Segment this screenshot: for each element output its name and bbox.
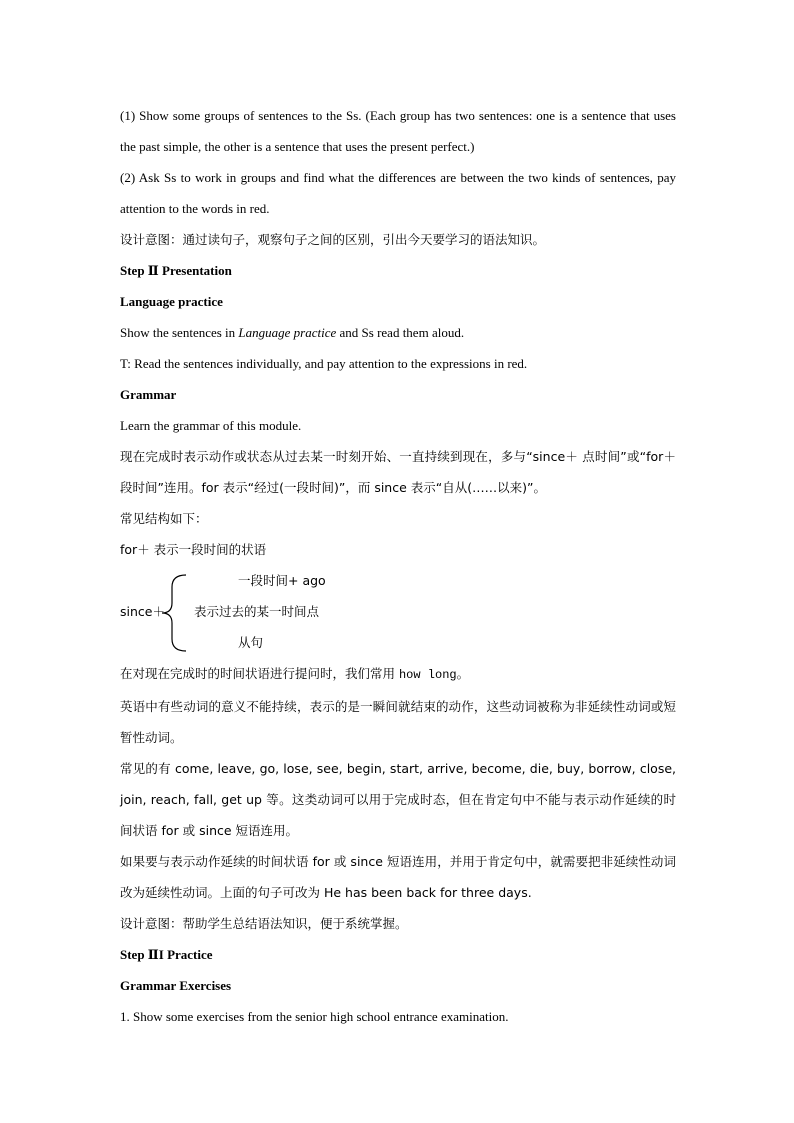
- how-long-code: how long: [398, 668, 457, 682]
- grammar-exercises-heading: Grammar Exercises: [120, 978, 232, 993]
- change-verbs-paragraph: 如果要与表示动作延续的时间状语 for 或 since 短语连用，并用于肯定句中，就需要把非延续性动词改为延续性动词。上面的句子可改为 He has been back for three days.: [120, 854, 676, 900]
- step-2-heading: Step Ⅱ Presentation: [120, 263, 232, 278]
- learn-line: Learn the grammar of this module.: [120, 418, 302, 433]
- show-pre: Show the sentences in: [120, 325, 239, 340]
- how-long-pre: 在对现在完成时的时间状语进行提问时，我们常用: [120, 666, 399, 681]
- instruction-2: (2) Ask Ss to work in groups and find what the differences are between the two kinds of sentences, pay attention to the words in red.: [120, 170, 676, 216]
- language-practice-heading: Language practice: [120, 294, 223, 309]
- for-structure-line: for＋ 表示一段时间的状语: [120, 542, 267, 557]
- design-intent-1: 设计意图：通过读句子，观察句子之间的区别，引出今天要学习的语法知识。: [120, 232, 546, 247]
- non-durative-verbs-paragraph: 英语中有些动词的意义不能持续，表示的是一瞬间就结束的动作，这些动词被称为非延续性动词或短暂性动词。: [120, 699, 676, 745]
- common-verbs-paragraph: 常见的有 come, leave, go, lose, see, begin, start, arrive, become, die, buy, borrow, close, join, reach, fall, get up 等。这类动词可以用于完成时态，但在肯定句中不能与表示动作延续的时间状语 for 或 since 短语连用。: [120, 761, 676, 838]
- curly-brace-icon: [160, 573, 190, 653]
- show-emphasis: Language practice: [238, 325, 337, 340]
- step-3-heading: Step ⅡI Practice: [120, 947, 213, 962]
- how-long-line: [120, 658, 676, 691]
- grammar-heading: Grammar: [120, 387, 177, 402]
- since-label: since＋: [120, 604, 165, 619]
- common-structure-line: 常见结构如下：: [120, 511, 208, 526]
- instruction-1: (1) Show some groups of sentences to the Ss. (Each group has two sentences: one is a sentence that uses the past simple, the other is a sentence that uses the present perfect.): [120, 108, 676, 154]
- since-structure: [120, 565, 676, 658]
- exercise-1-line: 1. Show some exercises from the senior high school entrance examination.: [120, 1009, 509, 1024]
- since-option-clause: 从句: [238, 635, 264, 650]
- show-sentences-line: [120, 317, 676, 348]
- design-intent-2: 设计意图：帮助学生总结语法知识，便于系统掌握。: [120, 916, 408, 931]
- document-body: [120, 100, 676, 1032]
- teacher-line: T: Read the sentences individually, and pay attention to the expressions in red.: [120, 356, 528, 371]
- show-post: and Ss read them aloud.: [336, 325, 465, 340]
- present-perfect-definition: 现在完成时表示动作或状态从过去某一时刻开始、一直持续到现在，多与“since＋ 点时间”或“for＋ 段时间”连用。for 表示“经过(一段时间)”，而 since 表示“自从(……以来)”。: [120, 449, 676, 495]
- how-long-post: 。: [456, 666, 470, 681]
- since-option-ago: 一段时间+ ago: [238, 573, 326, 588]
- since-option-time-point: 表示过去的某一时间点: [194, 604, 320, 619]
